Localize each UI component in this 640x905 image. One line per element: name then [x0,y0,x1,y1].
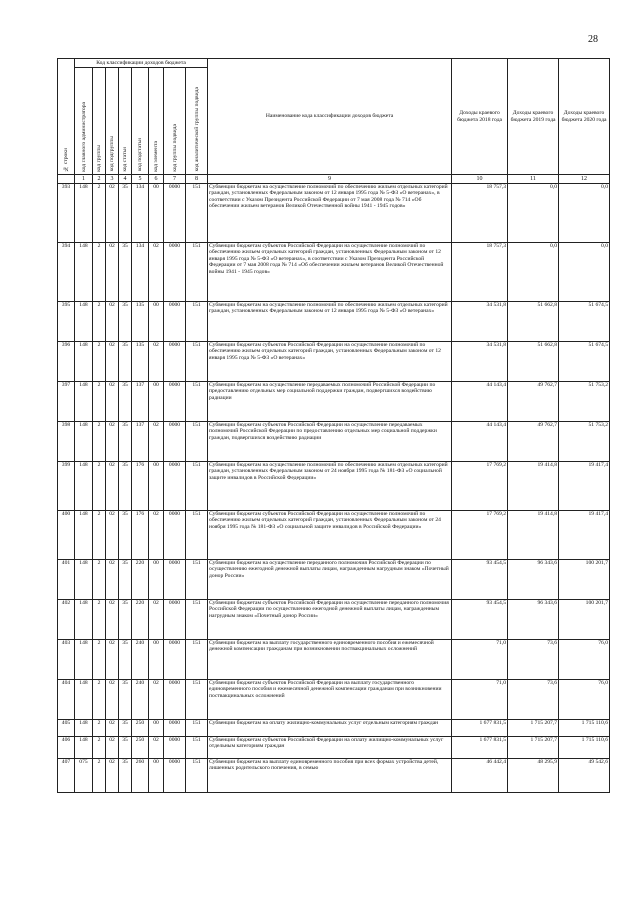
revenue-2018: 34 531,8 [452,342,508,382]
revenue-code-name: Субвенции бюджетам субъектов Российской Федерации на осуществление переданного полномочия Российской Федерации по осуществлению ежегодной денежной выплаты лицам, награжденным нагрудным знаком «Почетный донор России» [208,600,452,640]
code-analytic-group: 151 [186,302,208,342]
row-number: 404 [58,680,75,720]
code-article: 35 [119,737,132,759]
code-element: 00 [149,462,164,511]
code-element: 02 [149,737,164,759]
code-subgroup: 02 [106,342,119,382]
revenue-2018: 46 442,4 [452,759,508,793]
code-administrator: 075 [75,759,93,793]
header-classification-group: Код классификации доходов бюджета [75,59,208,68]
row-number: 397 [58,382,75,422]
row-number: 401 [58,560,75,600]
code-element: 00 [149,184,164,243]
code-subarticle: 240 [132,680,149,720]
code-analytic-group: 151 [186,184,208,243]
code-article: 35 [119,422,132,462]
code-subgroup: 02 [106,462,119,511]
table-row [58,422,610,462]
code-subtype-group: 0000 [164,560,186,600]
revenue-2019: 19 414,8 [508,511,559,560]
code-group: 2 [93,600,106,640]
revenue-2019: 49 762,7 [508,382,559,422]
code-element: 00 [149,640,164,680]
header-row-number: № строки [58,59,75,175]
revenue-2019: 49 762,7 [508,422,559,462]
code-subtype-group: 0000 [164,302,186,342]
code-subtype-group: 0000 [164,600,186,640]
code-administrator: 148 [75,462,93,511]
code-subtype-group: 0000 [164,737,186,759]
revenue-2020: 76,0 [559,640,610,680]
code-element: 00 [149,720,164,737]
row-number: 402 [58,600,75,640]
code-administrator: 148 [75,243,93,302]
code-analytic-group: 151 [186,342,208,382]
revenue-2019: 0,0 [508,184,559,243]
revenue-2020: 1 715 110,6 [559,737,610,759]
table-row [58,600,610,640]
code-subgroup: 02 [106,600,119,640]
revenue-code-name: Субвенции бюджетам субъектов Российской Федерации на осуществление полномочий по обеспечению жильем отдельных категорий граждан, установленных Федеральным законом от 12 января 1995 года № 5-ФЗ «О ветеранах» [208,342,452,382]
row-number: 406 [58,737,75,759]
code-analytic-group: 151 [186,382,208,422]
code-subarticle: 134 [132,243,149,302]
code-group: 2 [93,680,106,720]
code-administrator: 148 [75,600,93,640]
code-subtype-group: 0000 [164,342,186,382]
code-article: 35 [119,680,132,720]
revenue-2020: 19 417,4 [559,511,610,560]
table-row [58,560,610,600]
table-row [58,302,610,342]
code-article: 35 [119,382,132,422]
code-administrator: 148 [75,560,93,600]
code-administrator: 148 [75,680,93,720]
revenue-2020: 51 753,2 [559,382,610,422]
code-subarticle: 135 [132,342,149,382]
revenue-code-name: Субвенции бюджетам на выплату государственного единовременного пособия и ежемесячной денежной компенсации гражданам при возникновении поствакцинальных осложнений [208,640,452,680]
table-row [58,640,610,680]
code-subtype-group: 0000 [164,422,186,462]
code-administrator: 148 [75,302,93,342]
header-code-group: код группы [93,68,106,175]
revenue-code-name: Субвенции бюджетам на осуществление передаваемых полномочий Российской Федерации по предоставлению отдельных мер социальной поддержки граждан, подвергшихся воздействию радиации [208,382,452,422]
code-subarticle: 240 [132,640,149,680]
revenue-2019: 1 715 207,7 [508,720,559,737]
row-number: 396 [58,342,75,382]
revenue-code-name: Субвенции бюджетам субъектов Российской Федерации на оплату жилищно-коммунальных услуг отдельным категориям граждан [208,737,452,759]
code-group: 2 [93,462,106,511]
code-group: 2 [93,560,106,600]
code-analytic-group: 151 [186,560,208,600]
code-administrator: 148 [75,511,93,560]
revenue-2020: 51 674,5 [559,342,610,382]
code-article: 35 [119,462,132,511]
code-subgroup: 02 [106,640,119,680]
table-row [58,382,610,422]
code-group: 2 [93,737,106,759]
code-article: 35 [119,600,132,640]
code-article: 35 [119,184,132,243]
code-subgroup: 02 [106,560,119,600]
revenue-2020: 0,0 [559,184,610,243]
revenue-2020: 1 715 110,6 [559,720,610,737]
header-code-subarticle: код подстатьи [132,68,149,175]
code-analytic-group: 151 [186,759,208,793]
revenue-2018: 71,0 [452,680,508,720]
code-subtype-group: 0000 [164,511,186,560]
code-subgroup: 02 [106,737,119,759]
code-element: 02 [149,342,164,382]
code-element: 02 [149,422,164,462]
header-code-subtype-group: код группы подвида [164,68,186,175]
code-subgroup: 02 [106,720,119,737]
row-number: 398 [58,422,75,462]
code-administrator: 148 [75,640,93,680]
header-code-analytic-group: код аналитической группы подвида [186,68,208,175]
revenue-2020: 49 542,6 [559,759,610,793]
code-subgroup: 02 [106,382,119,422]
code-subgroup: 02 [106,243,119,302]
code-subgroup: 02 [106,759,119,793]
revenue-2019: 96 343,6 [508,560,559,600]
header-year-2020: Доходы краевого бюджета 2020 года [559,59,610,175]
code-element: 00 [149,560,164,600]
code-subarticle: 137 [132,422,149,462]
revenue-2019: 48 295,9 [508,759,559,793]
header-code-element: код элемента [149,68,164,175]
header-code-administrator: код главного администратора [75,68,93,175]
code-element: 00 [149,759,164,793]
code-administrator: 148 [75,382,93,422]
revenue-2019: 19 414,8 [508,462,559,511]
code-group: 2 [93,302,106,342]
header-year-2019: Доходы краевого бюджета 2019 года [508,59,559,175]
code-group: 2 [93,720,106,737]
revenue-2018: 1 677 831,5 [452,737,508,759]
code-element: 02 [149,243,164,302]
code-subarticle: 250 [132,737,149,759]
table-row [58,720,610,737]
revenue-code-name: Субвенции бюджетам на осуществление переданного полномочия Российской Федерации по осуществлению ежегодной денежной выплаты лицам, награжденным нагрудным знаком «Почетный донор России» [208,560,452,600]
header-code-article: код статьи [119,68,132,175]
code-group: 2 [93,382,106,422]
code-analytic-group: 151 [186,720,208,737]
table-row [58,737,610,759]
code-subarticle: 220 [132,560,149,600]
revenue-2020: 76,0 [559,680,610,720]
code-element: 00 [149,382,164,422]
revenue-2020: 0,0 [559,243,610,302]
code-subtype-group: 0000 [164,243,186,302]
revenue-code-name: Субвенции бюджетам субъектов Российской Федерации на осуществление полномочий по обеспечению жильем отдельных категорий граждан, установленных Федеральным законом от 24 ноября 1995 года № 181-ФЗ «О социальной защите инвалидов в Российской Федерации» [208,511,452,560]
code-administrator: 148 [75,342,93,382]
row-number: 400 [58,511,75,560]
code-analytic-group: 151 [186,422,208,462]
code-subtype-group: 0000 [164,462,186,511]
table-row [58,511,610,560]
budget-revenue-table [57,58,610,793]
code-subtype-group: 0000 [164,382,186,422]
revenue-code-name: Субвенции бюджетам на осуществление полномочий по обеспечению жильем отдельных категорий граждан, установленных Федеральным законом от 24 ноября 1995 года № 181-ФЗ «О социальной защите инвалидов в Российской Федерации» [208,462,452,511]
revenue-2019: 51 662,8 [508,302,559,342]
code-article: 35 [119,511,132,560]
revenue-2019: 73,6 [508,640,559,680]
revenue-2018: 1 677 831,5 [452,720,508,737]
row-number: 403 [58,640,75,680]
revenue-2018: 93 454,5 [452,600,508,640]
code-subarticle: 250 [132,720,149,737]
code-subtype-group: 0000 [164,184,186,243]
revenue-2018: 93 454,5 [452,560,508,600]
revenue-code-name: Субвенции бюджетам субъектов Российской Федерации на выплату государственного единовременного пособия и ежемесячной денежной компенсации гражданам при возникновении поствакцинальных осложнений [208,680,452,720]
code-subarticle: 220 [132,600,149,640]
row-number: 405 [58,720,75,737]
code-administrator: 148 [75,737,93,759]
revenue-2020: 19 417,4 [559,462,610,511]
row-number: 393 [58,184,75,243]
code-element: 02 [149,511,164,560]
row-number: 407 [58,759,75,793]
code-administrator: 148 [75,422,93,462]
revenue-code-name: Субвенции бюджетам на осуществление полномочий по обеспечению жильем отдельных категорий граждан, установленных Федеральным законом от 12 января 1995 года № 5-ФЗ «О ветеранах» [208,302,452,342]
code-analytic-group: 151 [186,600,208,640]
code-article: 35 [119,720,132,737]
table-row [58,342,610,382]
revenue-2018: 44 143,4 [452,422,508,462]
revenue-2020: 51 674,5 [559,302,610,342]
column-number-row: 1 2 3 4 5 6 7 8 9 10 11 12 [58,175,610,184]
code-subtype-group: 0000 [164,759,186,793]
revenue-2018: 17 769,2 [452,462,508,511]
revenue-2020: 100 201,7 [559,560,610,600]
header-year-2018: Доходы краевого бюджета 2018 года [452,59,508,175]
code-analytic-group: 151 [186,462,208,511]
code-analytic-group: 151 [186,680,208,720]
code-article: 35 [119,342,132,382]
code-administrator: 148 [75,184,93,243]
code-analytic-group: 151 [186,737,208,759]
revenue-2019: 73,6 [508,680,559,720]
table-row [58,759,610,793]
code-subtype-group: 0000 [164,720,186,737]
code-element: 02 [149,600,164,640]
table-row [58,243,610,302]
revenue-2019: 1 715 207,7 [508,737,559,759]
code-group: 2 [93,640,106,680]
revenue-2019: 96 343,6 [508,600,559,640]
table-row [58,680,610,720]
code-subarticle: 135 [132,302,149,342]
revenue-2018: 17 769,2 [452,511,508,560]
page-number: 28 [588,34,598,45]
table-row [58,184,610,243]
revenue-code-name: Субвенции бюджетам на оплату жилищно-коммунальных услуг отдельным категориям граждан [208,720,452,737]
revenue-code-name: Субвенции бюджетам субъектов Российской Федерации на осуществление передаваемых полномочий Российской Федерации по предоставлению отдельных мер социальной поддержки граждан, подвергшихся воздействию радиации [208,422,452,462]
revenue-code-name: Субвенции бюджетам на осуществление полномочий по обеспечению жильем отдельных категорий граждан, установленных Федеральным законом от 12 января 1995 года № 5-ФЗ «О ветеранах», в соответствии с Указом Президента Российской Федерации от 7 мая 2008 года № 714 «Об обеспечении жильем ветеранов Великой Отечественной войны 1941 - 1945 годов» [208,184,452,243]
revenue-2018: 18 757,3 [452,184,508,243]
revenue-2019: 0,0 [508,243,559,302]
code-administrator: 148 [75,720,93,737]
revenue-2018: 34 531,8 [452,302,508,342]
code-subgroup: 02 [106,302,119,342]
code-subarticle: 260 [132,759,149,793]
revenue-2018: 44 143,4 [452,382,508,422]
row-number: 394 [58,243,75,302]
code-article: 35 [119,560,132,600]
code-subtype-group: 0000 [164,640,186,680]
code-group: 2 [93,511,106,560]
revenue-code-name: Субвенции бюджетам на выплату единовременного пособия при всех формах устройства детей, лишенных родительского попечения, в семью [208,759,452,793]
code-group: 2 [93,184,106,243]
code-subarticle: 134 [132,184,149,243]
code-subgroup: 02 [106,511,119,560]
code-analytic-group: 151 [186,640,208,680]
row-number: 399 [58,462,75,511]
revenue-2018: 71,0 [452,640,508,680]
code-element: 00 [149,302,164,342]
code-article: 35 [119,759,132,793]
revenue-2019: 51 662,8 [508,342,559,382]
code-subtype-group: 0000 [164,680,186,720]
revenue-2018: 18 757,3 [452,243,508,302]
code-subgroup: 02 [106,184,119,243]
code-article: 35 [119,640,132,680]
table-row [58,462,610,511]
code-group: 2 [93,759,106,793]
code-subarticle: 176 [132,462,149,511]
code-group: 2 [93,342,106,382]
code-subgroup: 02 [106,680,119,720]
header-code-name: Наименование кода классификации доходов бюджета [208,59,452,175]
revenue-code-name: Субвенции бюджетам субъектов Российской Федерации на осуществление полномочий по обеспечению жильем отдельных категорий граждан, установленных Федеральным законом от 12 января 1995 года № 5-ФЗ «О ветеранах», в соответствии с Указом Президента Российской Федерации от 7 мая 2008 года № 714 «Об обеспечении жильем ветеранов Великой Отечественной войны 1941 - 1945 годов» [208,243,452,302]
header-code-subgroup: код подгруппы [106,68,119,175]
code-group: 2 [93,243,106,302]
revenue-2020: 100 201,7 [559,600,610,640]
code-element: 02 [149,680,164,720]
revenue-2020: 51 753,2 [559,422,610,462]
code-subarticle: 137 [132,382,149,422]
code-article: 35 [119,243,132,302]
code-article: 35 [119,302,132,342]
code-group: 2 [93,422,106,462]
code-analytic-group: 151 [186,511,208,560]
code-analytic-group: 151 [186,243,208,302]
code-subarticle: 176 [132,511,149,560]
code-subgroup: 02 [106,422,119,462]
row-number: 395 [58,302,75,342]
